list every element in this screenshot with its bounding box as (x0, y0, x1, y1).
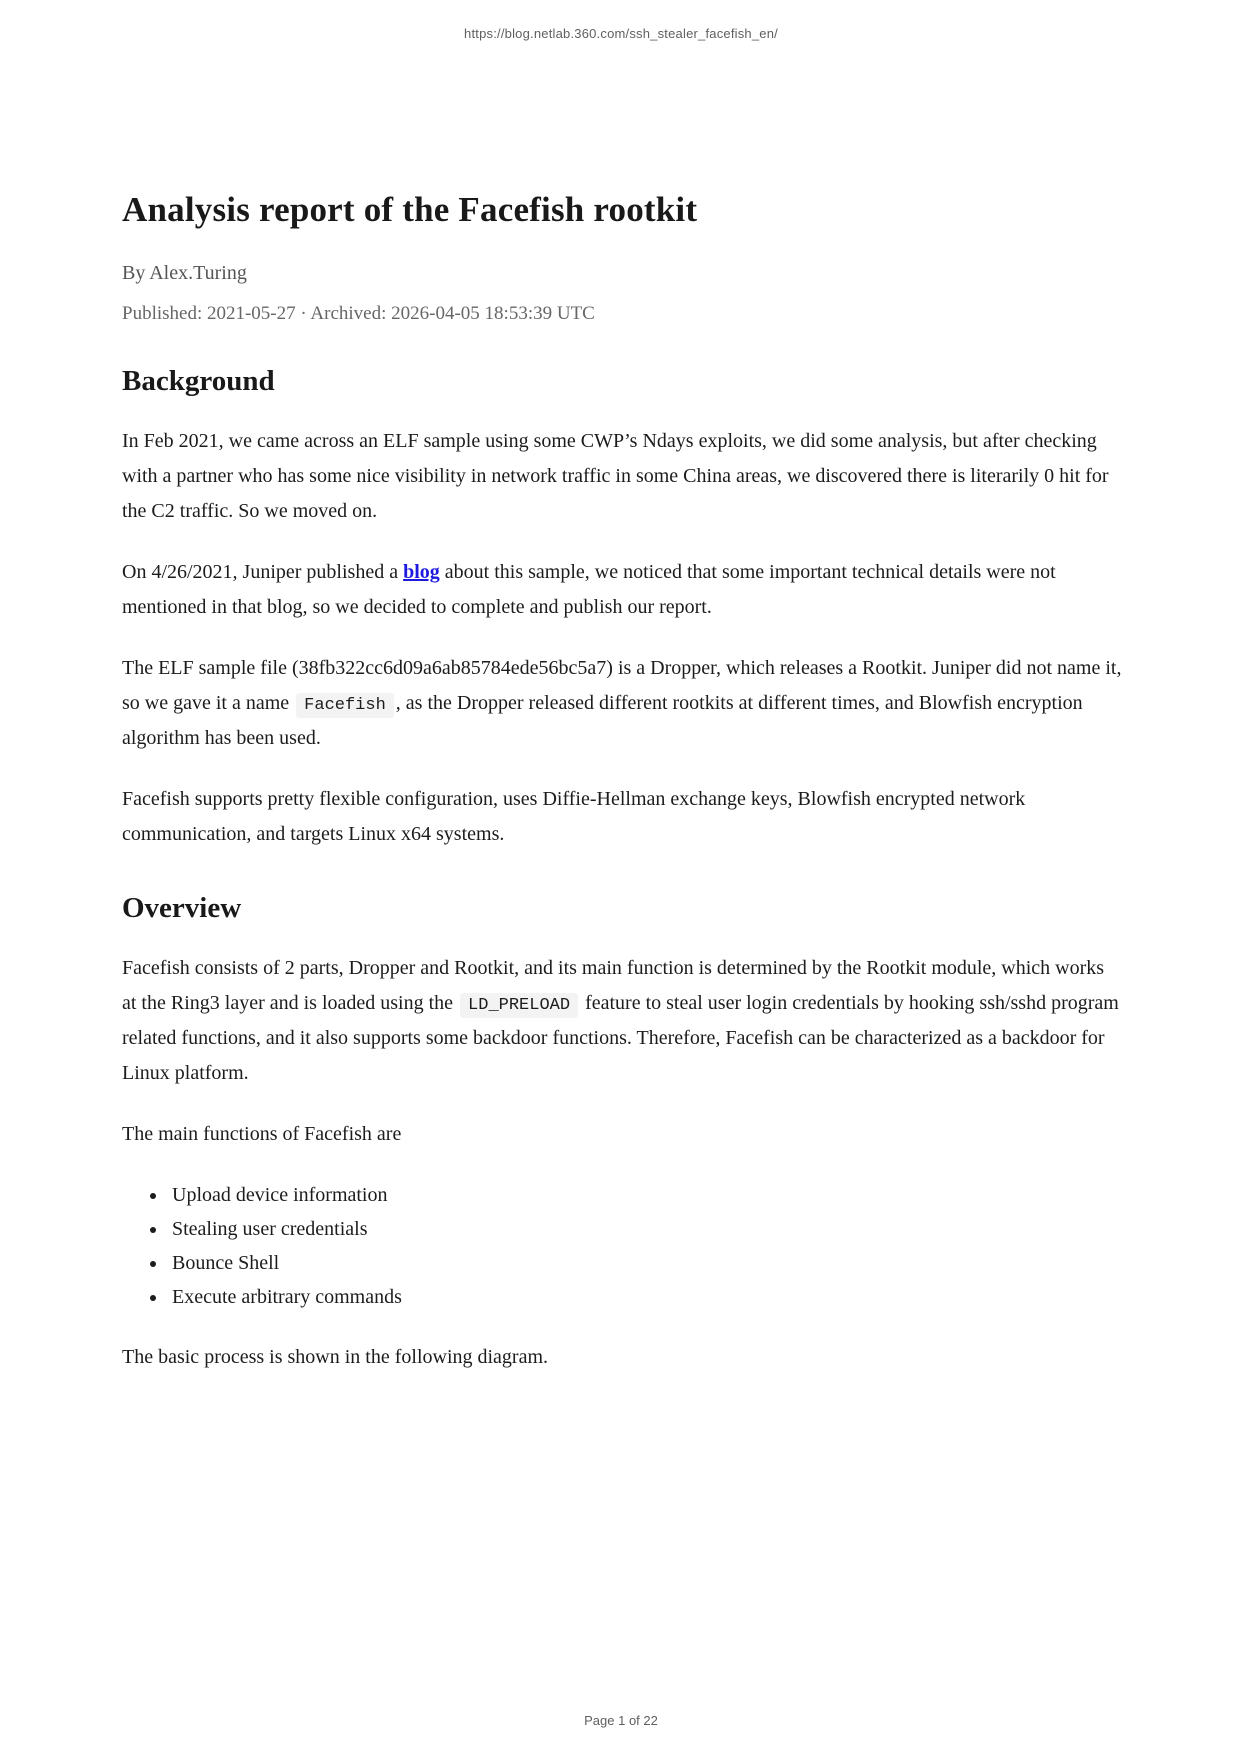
facefish-code-span: Facefish (296, 693, 394, 718)
background-paragraph-2 (122, 555, 1122, 625)
archive-source-url: https://blog.netlab.360.com/ssh_stealer_facefish_en/ (464, 26, 778, 41)
section-heading-overview: Overview (122, 892, 242, 924)
juniper-blog-link[interactable]: blog (403, 561, 440, 583)
paragraph-text: feature to steal user login credentials by hooking ssh/sshd program related functions, and it also supports some backdoor functions. Therefore, Facefish can be characterized as a backdoor for Linux platform. (122, 992, 1119, 1084)
author-byline: By Alex.Turing (122, 262, 247, 284)
paragraph-text: On 4/26/2021, Juniper published a (122, 561, 404, 583)
article-content (122, 0, 1122, 1375)
paragraph-text: , as the Dropper released different rootkits at different times, and Blowfish encryption algorithm has been used. (122, 692, 1083, 749)
background-paragraph-1: In Feb 2021, we came across an ELF sample using some CWP’s Ndays exploits, we did some analysis, but after checking with a partner who has some nice visibility in network traffic in some China areas, we discovered there is literarily 0 hit for the C2 traffic. So we moved on. (122, 430, 1109, 522)
section-heading-background: Background (122, 365, 275, 397)
background-paragraph-4: Facefish supports pretty flexible configuration, uses Diffie-Hellman exchange keys, Blowfish encrypted network communication, and targets Linux x64 systems. (122, 788, 1026, 845)
background-paragraph-3 (122, 651, 1122, 756)
overview-paragraph-1 (122, 951, 1122, 1091)
page-number-indicator: Page 1 of 22 (584, 1713, 658, 1728)
paragraph-text: about this sample, we noticed that some important technical details were not mentioned in that blog, so we decided to complete and publish our report. (122, 561, 1056, 618)
list-item: • Bounce Shell (168, 1246, 1122, 1280)
list-item: • Upload device information (168, 1178, 1122, 1212)
facefish-functions-list (122, 1178, 1122, 1314)
paragraph-text: Facefish consists of 2 parts, Dropper and Rootkit, and its main function is determined by the Rootkit module, which works at the Ring3 layer and is loaded using the (122, 957, 1105, 1014)
ld-preload-code-span: LD_PRELOAD (460, 993, 578, 1018)
overview-paragraph-2: The main functions of Facefish are (122, 1123, 402, 1145)
paragraph-text: The ELF sample file (38fb322cc6d09a6ab85784ede56bc5a7) is a Dropper, which releases a Rootkit. Juniper did not name it, so we gave it a name (122, 657, 1122, 714)
overview-paragraph-3: The basic process is shown in the following diagram. (122, 1346, 549, 1368)
published-archived-meta: Published: 2021-05-27 · Archived: 2026-04-05 18:53:39 UTC (122, 303, 595, 324)
page-title: Analysis report of the Facefish rootkit (122, 190, 698, 229)
list-item: • Stealing user credentials (168, 1212, 1122, 1246)
list-item: • Execute arbitrary commands (168, 1280, 1122, 1314)
